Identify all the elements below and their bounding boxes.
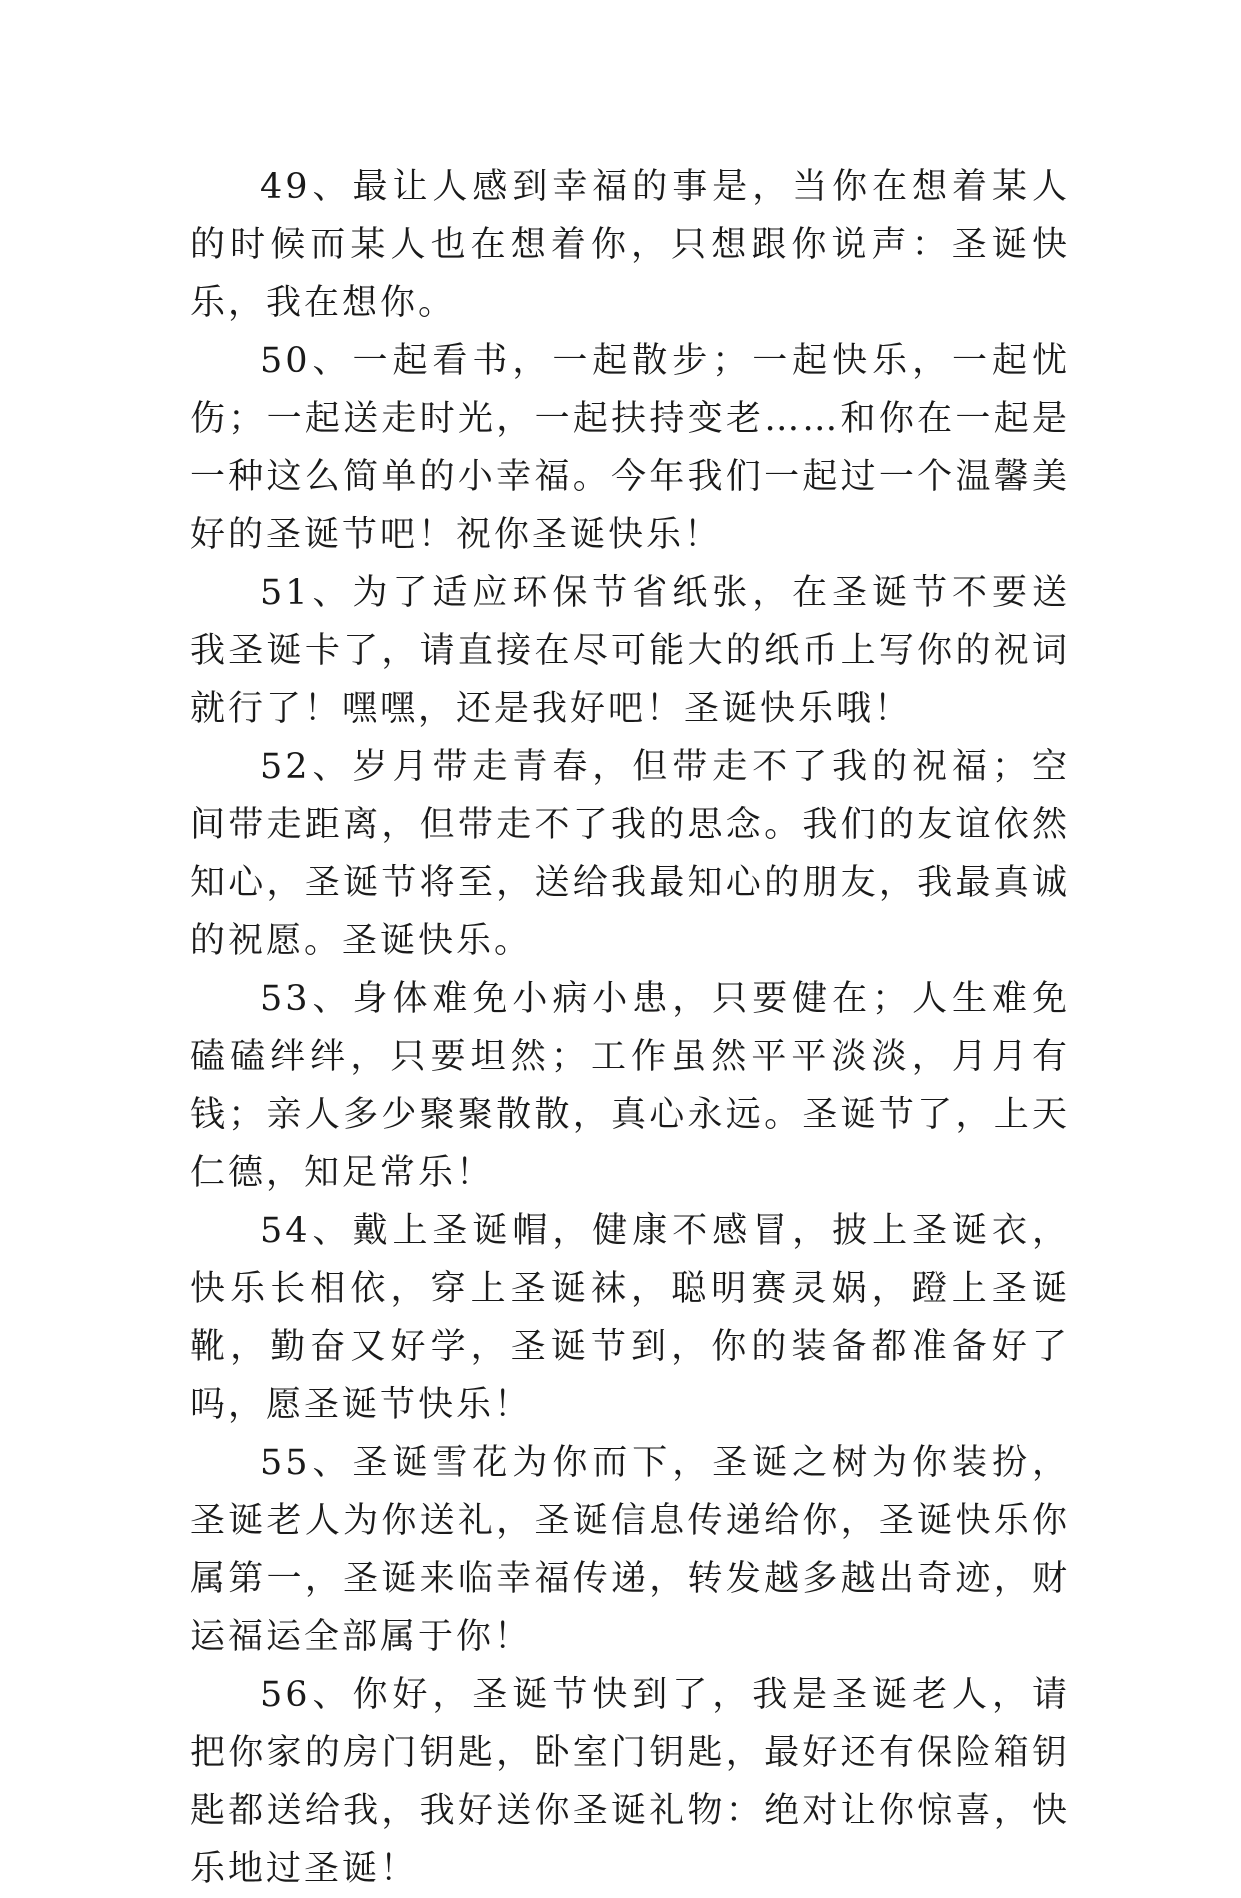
paragraph-53: 53、身体难免小病小患，只要健在；人生难免磕磕绊绊，只要坦然；工作虽然平平淡淡，月月有钱；亲人多少聚聚散散，真心永远。圣诞节了，上天仁德，知足常乐！ (190, 979, 1070, 1193)
paragraph-52: 52、岁月带走青春，但带走不了我的祝福；空间带走距离，但带走不了我的思念。我们的友谊依然知心，圣诞节将至，送给我最知心的朋友，我最真诚的祝愿。圣诞快乐。 (190, 747, 1070, 961)
paragraph-56: 56、你好，圣诞节快到了，我是圣诞老人，请把你家的房门钥匙，卧室门钥匙，最好还有保险箱钥匙都送给我，我好送你圣诞礼物：绝对让你惊喜，快乐地过圣诞！ (190, 1675, 1070, 1889)
paragraph-54: 54、戴上圣诞帽，健康不感冒，披上圣诞衣，快乐长相依，穿上圣诞袜，聪明赛灵娲，蹬上圣诞靴，勤奋又好学，圣诞节到，你的装备都准备好了吗，愿圣诞节快乐！ (190, 1211, 1070, 1425)
document-body (190, 158, 1070, 1898)
paragraph-50: 50、一起看书，一起散步；一起快乐，一起忧伤；一起送走时光，一起扶持变老……和你在一起是一种这么简单的小幸福。今年我们一起过一个温馨美好的圣诞节吧！祝你圣诞快乐！ (190, 341, 1070, 555)
paragraph-49: 49、最让人感到幸福的事是，当你在想着某人的时候而某人也在想着你，只想跟你说声：圣诞快乐，我在想你。 (190, 167, 1070, 323)
paragraph-55: 55、圣诞雪花为你而下，圣诞之树为你装扮，圣诞老人为你送礼，圣诞信息传递给你，圣诞快乐你属第一，圣诞来临幸福传递，转发越多越出奇迹，财运福运全部属于你！ (190, 1443, 1070, 1657)
paragraph-51: 51、为了适应环保节省纸张，在圣诞节不要送我圣诞卡了，请直接在尽可能大的纸币上写你的祝词就行了！嘿嘿，还是我好吧！圣诞快乐哦！ (190, 573, 1070, 729)
